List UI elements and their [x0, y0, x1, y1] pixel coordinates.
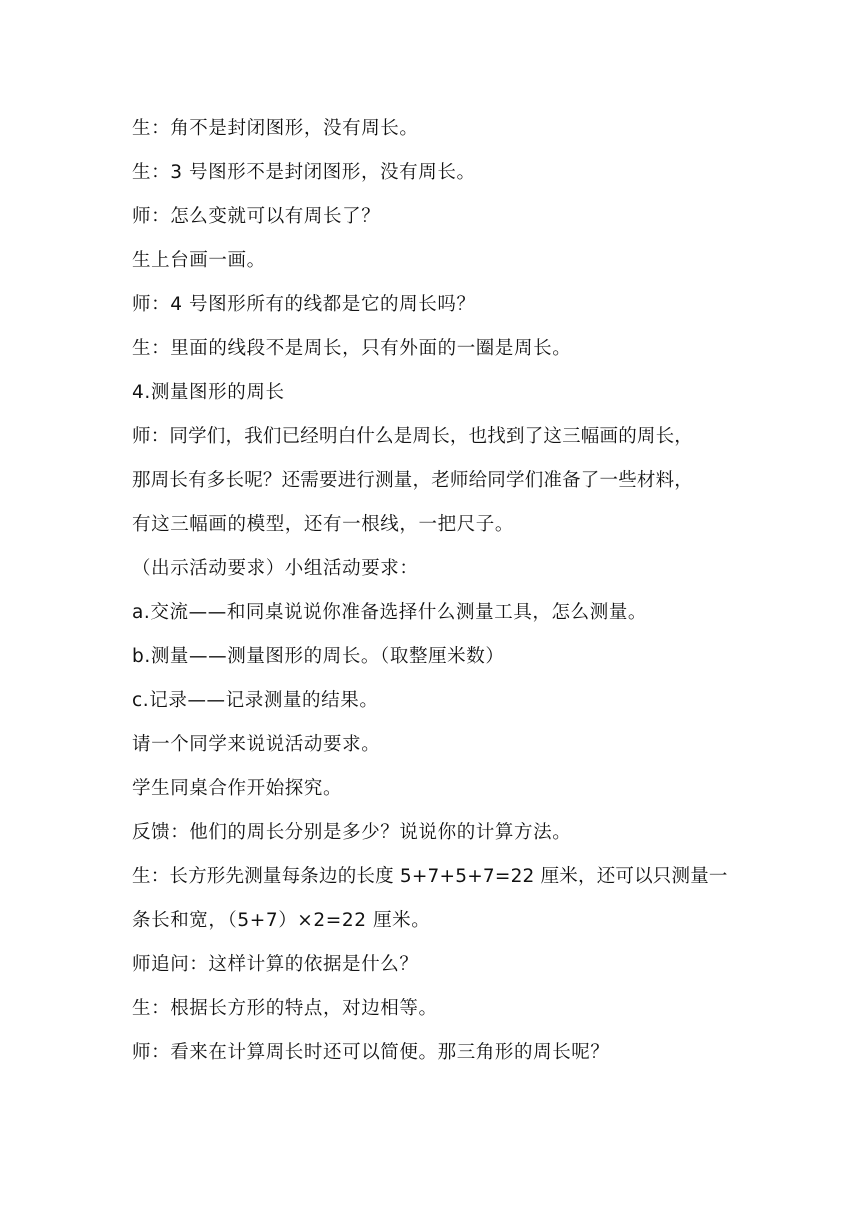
list-item: a.交流——和同桌说说你准备选择什么测量工具，怎么测量。: [132, 602, 648, 623]
text-line: 生：根据长方形的特点，对边相等。: [132, 998, 438, 1019]
text-line: 学生同桌合作开始探究。: [132, 778, 343, 799]
list-item: c.记录——记录测量的结果。: [132, 690, 379, 711]
list-item: b.测量——测量图形的周长。（取整厘米数）: [132, 646, 505, 667]
text-line: 生：里面的线段不是周长，只有外面的一圈是周长。: [132, 338, 572, 359]
text-line: 反馈：他们的周长分别是多少？说说你的计算方法。: [132, 822, 572, 843]
text-line: 条长和宽，（5+7）×2=22 厘米。: [132, 910, 431, 931]
text-line: （出示活动要求）小组活动要求：: [132, 558, 419, 579]
section-heading: 4.测量图形的周长: [132, 382, 285, 403]
text-line: 生：长方形先测量每条边的长度 5+7+5+7=22 厘米，还可以只测量一: [132, 866, 728, 887]
text-line: 生：3 号图形不是封闭图形，没有周长。: [132, 162, 476, 183]
text-line: 师：怎么变就可以有周长了？: [132, 206, 381, 227]
text-line: 有这三幅画的模型，还有一根线，一把尺子。: [132, 514, 515, 535]
document-body: [132, 107, 732, 1075]
text-line: 师：4 号图形所有的线都是它的周长吗？: [132, 294, 476, 315]
text-line: 生：角不是封闭图形，没有周长。: [132, 118, 419, 139]
text-line: 请一个同学来说说活动要求。: [132, 734, 381, 755]
text-line: 师：同学们，我们已经明白什么是周长，也找到了这三幅画的周长，: [132, 426, 694, 447]
text-line: 生上台画一画。: [132, 250, 266, 271]
text-line: 那周长有多长呢？还需要进行测量，老师给同学们准备了一些材料，: [132, 470, 694, 491]
text-line: 师：看来在计算周长时还可以简便。那三角形的周长呢？: [132, 1042, 610, 1063]
text-line: 师追问：这样计算的依据是什么？: [132, 954, 419, 975]
